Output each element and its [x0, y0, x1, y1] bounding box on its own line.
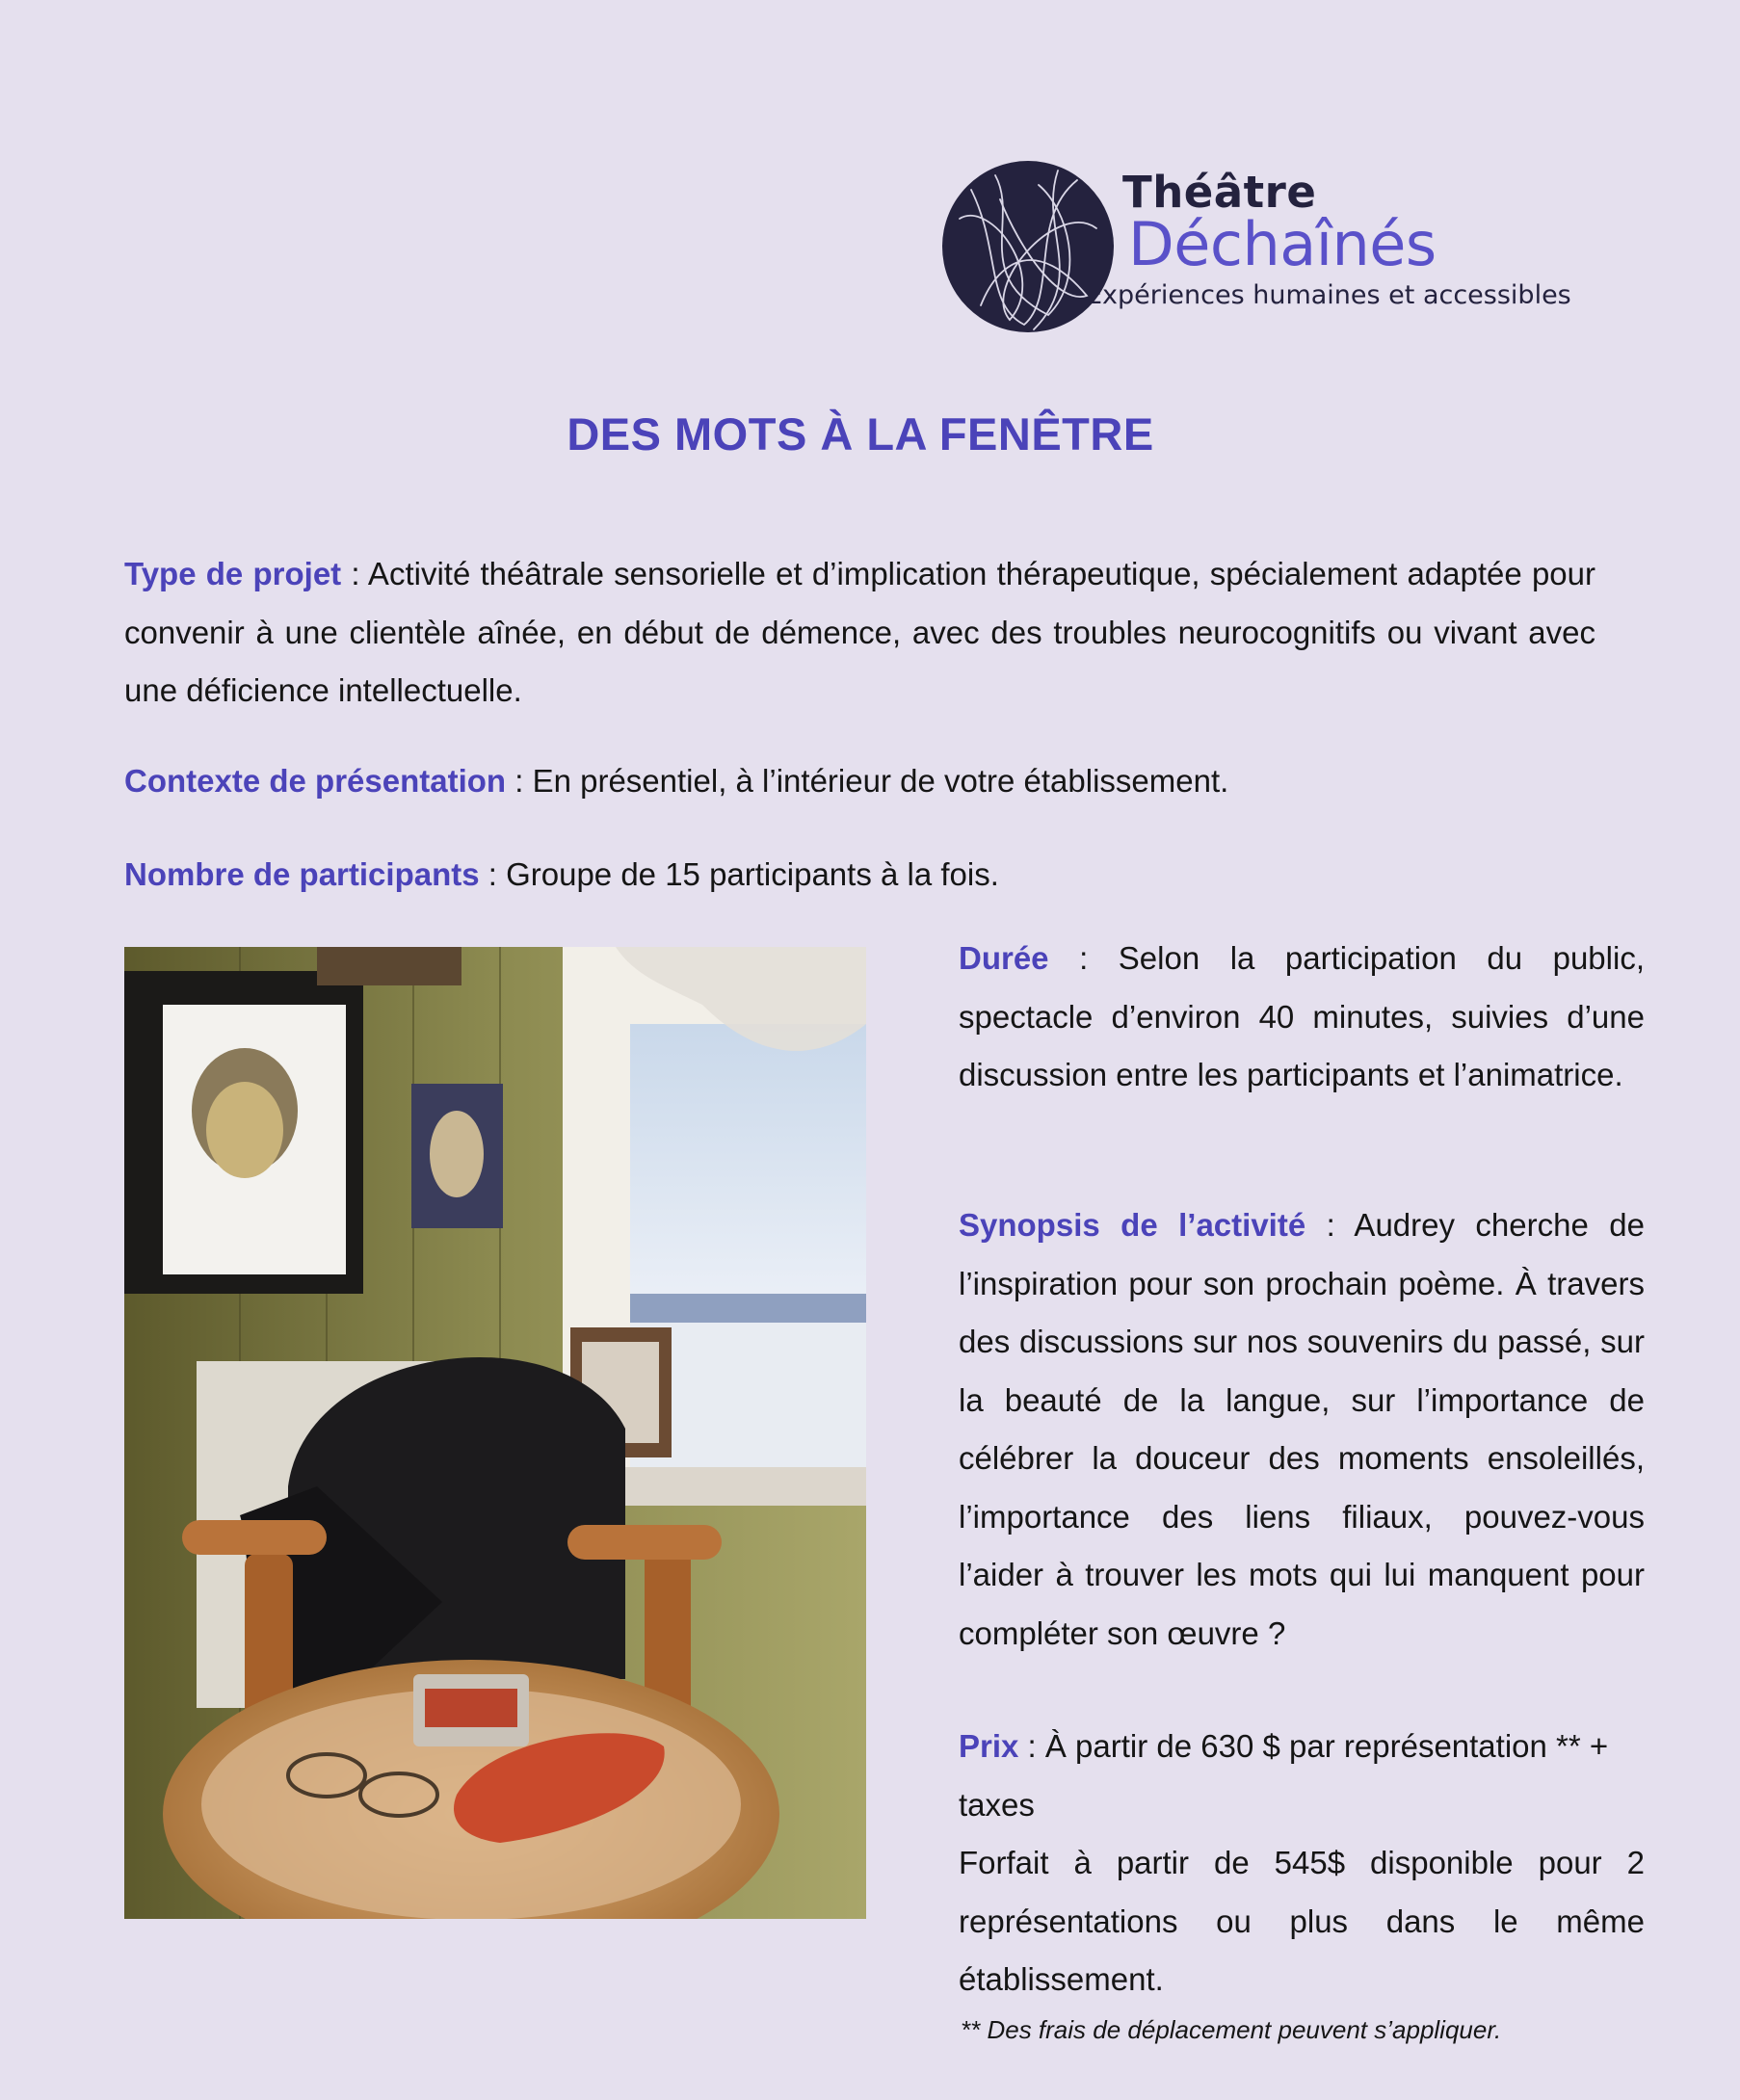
- section-label: Nombre de participants: [124, 856, 480, 892]
- logo-text-dechaines: Déchaînés: [1128, 209, 1437, 279]
- section-label: Durée: [959, 940, 1049, 976]
- section-label: Type de projet: [124, 556, 342, 591]
- section-text: : Activité théâtrale sensorielle et d’implication thérapeutique, spécialement adaptée pour convenir à une clientèle aînée, en début de démence, avec des troubles neurocognitifs ou vivant avec une déficience intellectuelle.: [124, 556, 1595, 708]
- page-title: DES MOTS À LA FENÊTRE: [567, 408, 1154, 459]
- section-type-de-projet: [124, 545, 1595, 721]
- section-label: Contexte de présentation: [124, 763, 507, 799]
- section-duree: [959, 930, 1645, 1105]
- logo-tagline: Expériences humaines et accessibles: [1086, 280, 1571, 310]
- section-synopsis: [959, 1196, 1645, 1663]
- section-prix: [959, 1718, 1645, 1834]
- section-nombre-participants: [124, 846, 1595, 905]
- section-text: : Audrey cherche de l’inspiration pour son prochain poème. À travers des discussions sur nos souvenirs du passé, sur la beauté de la langue, sur l’importance de célébrer la douceur des moments ensoleillés, l’importance des liens filiaux, pouvez-vous l’aider à trouver les mots qui lui manquent pour compléter son œuvre ?: [959, 1207, 1645, 1651]
- section-text: : Selon la participation du public, spectacle d’environ 40 minutes, suivies d’une discussion entre les participants et l’animatrice.: [959, 940, 1645, 1092]
- section-label: Prix: [959, 1728, 1019, 1764]
- footnote: ** Des frais de déplacement peuvent s’appliquer.: [961, 2015, 1502, 2044]
- section-contexte: [124, 752, 1595, 811]
- company-logo: [939, 159, 1595, 337]
- section-label: Synopsis de l’activité: [959, 1207, 1306, 1243]
- section-forfait: Forfait à partir de 545$ disponible pour 2 représentations ou plus dans le même établissement.: [959, 1845, 1645, 1997]
- section-text: : Groupe de 15 participants à la fois.: [479, 856, 999, 892]
- section-text: : À partir de 630 $ par représentation ** + taxes: [959, 1728, 1609, 1823]
- activity-photo: [124, 947, 866, 1919]
- logo-text-theatre: Théâtre: [1122, 167, 1317, 218]
- section-text: : En présentiel, à l’intérieur de votre établissement.: [506, 763, 1229, 799]
